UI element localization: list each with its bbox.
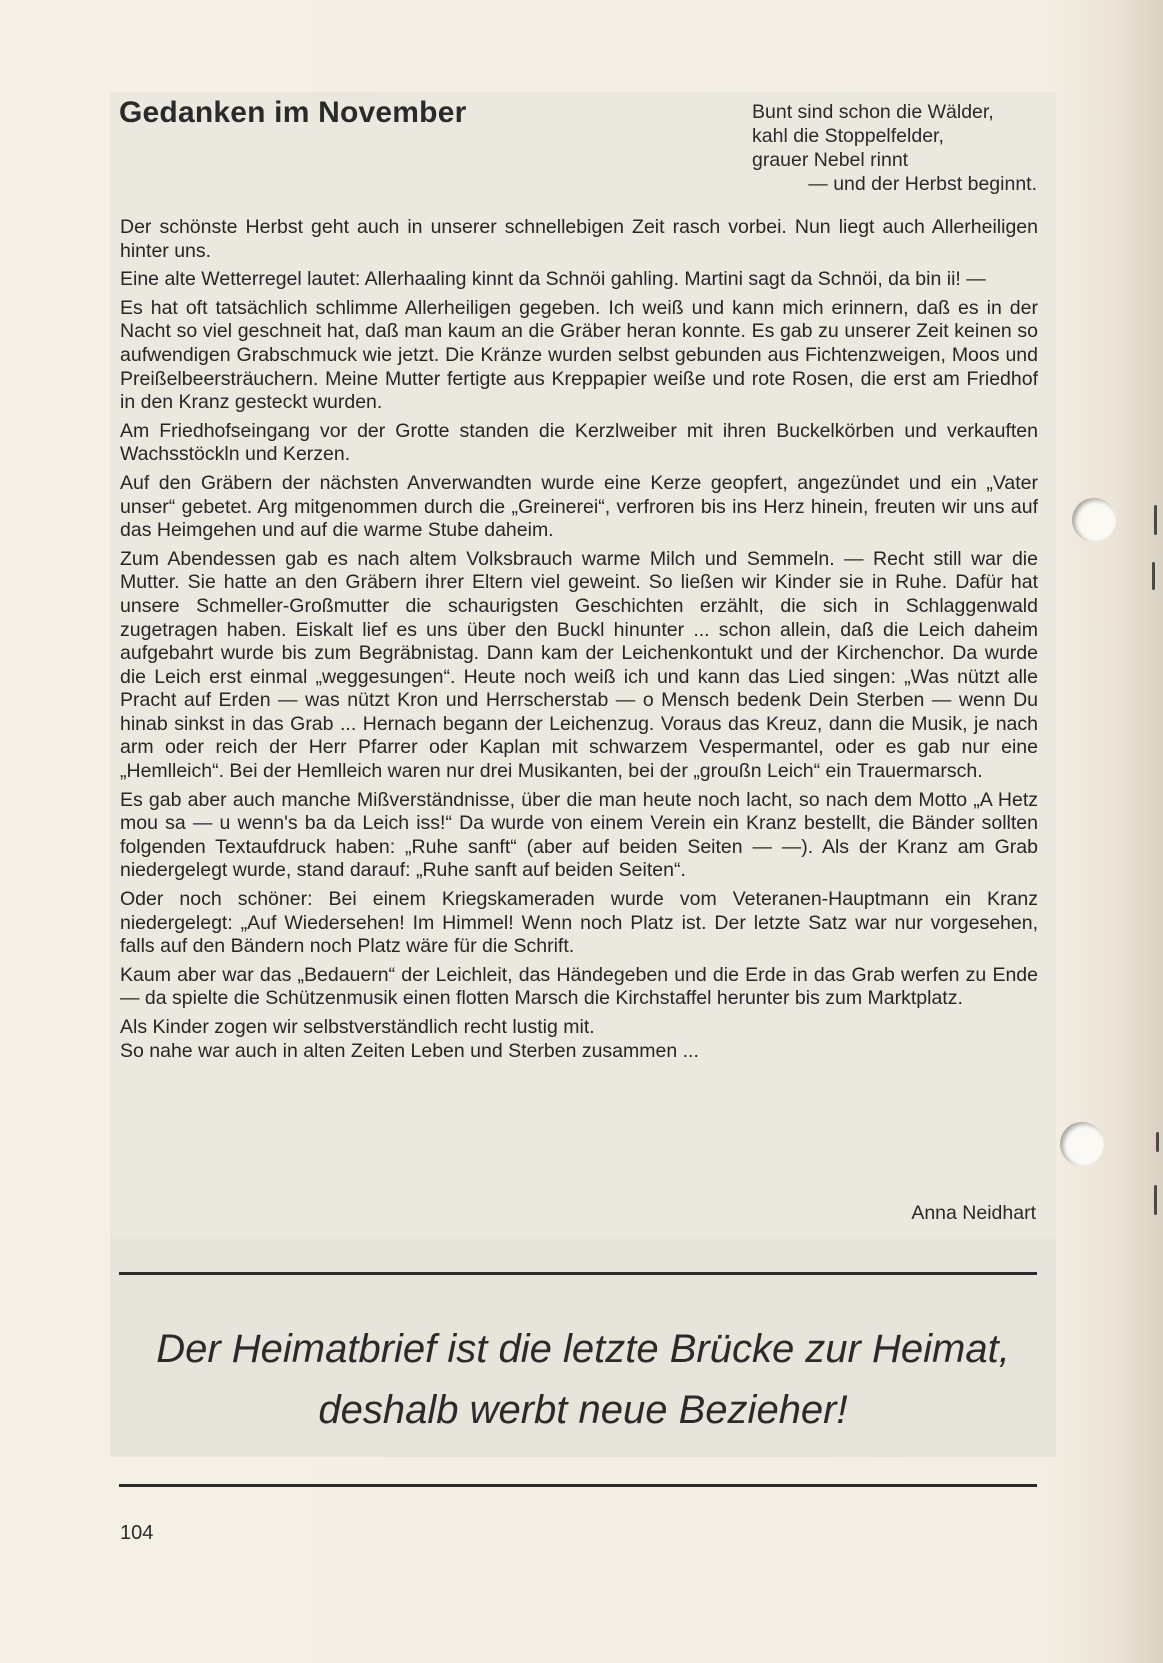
punch-hole [1060, 1122, 1104, 1166]
paragraph: Als Kinder zogen wir selbstverständlich recht lustig mit. [120, 1016, 595, 1038]
poem-line: — und der Herbst beginnt. [808, 173, 1037, 195]
paragraph: Es hat oft tatsächlich schlimme Allerheiligen gegeben. Ich weiß und kann mich erinnern, daß es in der Nacht so viel geschneit hat, daß man kaum an die Gräber heran konnte. Es gab zu unserer Zeit keinen so aufwendigen Grabschmuck wie jetzt. Die Kränze wurden selbst gebunden aus Fichtenzweigen, Moos und Preißelbeersträuchern. Meine Mutter fertigte aus Kreppapier weiße und rote Rosen, die erst am Friedhof in den Kranz gesteckt wurden. [120, 296, 1038, 414]
article-body [120, 216, 1038, 1063]
paragraph: Oder noch schöner: Bei einem Kriegskameraden wurde vom Veteranen-Hauptmann ein Kranz niedergelegt: „Auf Wiedersehen! Im Himmel! Wenn noch Platz ist. Der letzte Satz war nur vorgesehen, falls auf den Bändern noch Platz wäre für die Schrift. [120, 888, 1038, 958]
slogan-line-1: Der Heimatbrief ist die letzte Brücke zur Heimat, [156, 1327, 1010, 1371]
paragraph: Eine alte Wetterregel lautet: Allerhaaling kinnt da Schnöi gahling. Martini sagt da Schnöi, da bin ii! — [120, 268, 986, 291]
paragraph: Kaum aber war das „Bedauern“ der Leichleit, das Händegeben und die Erde in das Grab werfen zu Ende — da spielte die Schützenmusik einen flotten Marsch die Kirchstaffel herunter bis zum Marktplatz. [120, 963, 1038, 1010]
bottom-divider [119, 1484, 1037, 1487]
page-number: 104 [120, 1522, 154, 1544]
paragraph: Es gab aber auch manche Mißverständnisse, über die man heute noch lacht, so nach dem Motto „A Hetz mou sa — u wenn's ba da Leich iss!“ Da wurde von einem Verein ein Kranz bestellt, die Bänder sollten folgenden Textaufdruck haben: „Ruhe sanft“ (aber auf beiden Seiten — —). Als der Kranz am Grab niedergelegt wurde, stand darauf: „Ruhe sanft auf beiden Seiten“. [120, 788, 1038, 882]
paragraph: Zum Abendessen gab es nach altem Volksbrauch warme Milch und Semmeln. — Recht still war die Mutter. Sie hatte an den Gräbern ihrer Eltern viel geweint. So ließen wir Kinder sie in Ruhe. Dafür hat unsere Schmeller-Großmutter die schaurigsten Geschichten erzählt, die sich in Schlaggenwald zugetragen haben. Eiskalt lief es uns über den Buckl hinunter ... schon allein, daß die Leich daheim aufgebahrt wurde bis zum Begräbnistag. Dann kam der Leichenkontukt und der Kirchenchor. Da wurde die Leich erst einmal „weggesungen“. Heute noch weiß ich und kann das Lied singen: „Was nützt alle Pracht auf Erden — was nützt Kron und Herrscherstab — o Mensch bedenk Dein Sterben — wenn Du hinab sinkst in das Grab ... Hernach begann der Leichenzug. Voraus das Kreuz, dann die Musik, je nach arm oder reich der Herr Pfarrer oder Kaplan mit schwarzem Vespermantel, oder es gab nur eine „Hemlleich“. Bei der Hemlleich waren nur drei Musikanten, bei der „groußn Leich“ ein Trauermarsch. [120, 547, 1038, 783]
poem-line: kahl die Stoppelfelder, [752, 125, 944, 147]
edge-mark [1154, 505, 1157, 535]
edge-mark [1156, 1132, 1159, 1152]
poem-line: grauer Nebel rinnt [752, 149, 909, 171]
poem-line: Bunt sind schon die Wälder, [752, 101, 994, 123]
article-title: Gedanken im November [119, 96, 467, 129]
poem [752, 100, 1037, 196]
author-name: Anna Neidhart [911, 1202, 1036, 1224]
paragraph: Der schönste Herbst geht auch in unserer schnellebigen Zeit rasch vorbei. Nun liegt auch Allerheiligen hinter uns. [120, 216, 1038, 262]
edge-mark [1154, 1185, 1157, 1215]
paragraph: So nahe war auch in alten Zeiten Leben und Sterben zusammen ... [120, 1039, 699, 1062]
paragraph: Am Friedhofseingang vor der Grotte standen die Kerzlweiber mit ihren Buckelkörben und verkauften Wachsstöckln und Kerzen. [120, 419, 1038, 466]
edge-mark [1152, 562, 1155, 590]
top-divider [119, 1272, 1037, 1275]
punch-hole [1072, 498, 1116, 542]
slogan-line-2: deshalb werbt neue Bezieher! [318, 1388, 848, 1432]
paragraph: Auf den Gräbern der nächsten Anverwandten wurde eine Kerze geopfert, angezündet und ein „Vater unser“ gebetet. Arg mitgenommen durch die „Greinerei“, verfroren bis ins Herz hinein, freuten wir uns auf das Heimgehen und auf die warme Stube daheim. [120, 471, 1038, 542]
